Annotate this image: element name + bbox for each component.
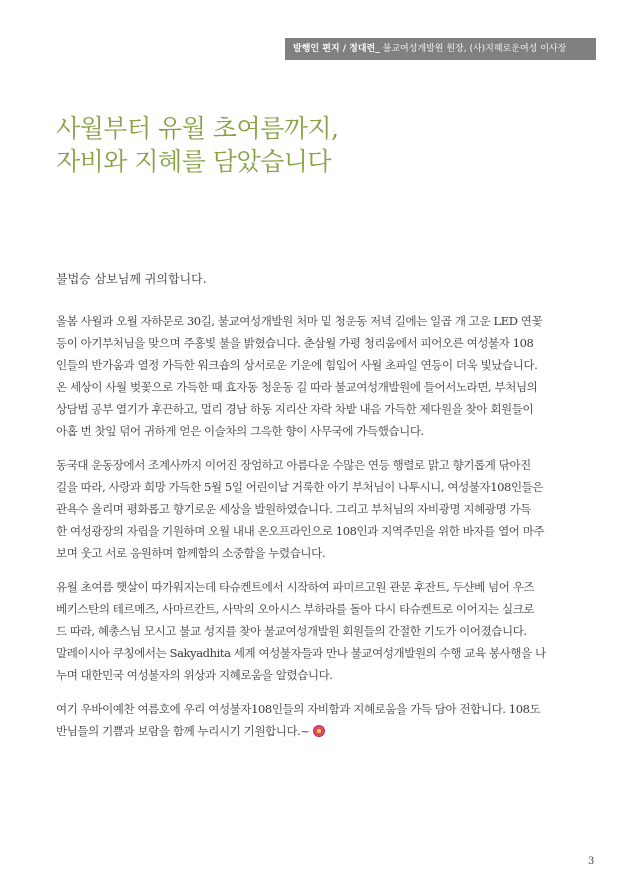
closing-text: 반님들의 기쁨과 보람을 함께 누리시기 기원합니다.~ — [56, 724, 310, 738]
text-line: 말레이시아 쿠칭에서는 Sakyadhita 세계 여성불자들과 만나 불교여성개발원의 수행 교육 봉사행을 나 — [56, 646, 546, 660]
text-line: 상담법 공부 열기가 후끈하고, 멀리 경남 하동 지리산 자락 차밭 내음 가득한 제다원을 찾아 회원들이 — [56, 402, 534, 416]
text-line: 베키스탄의 테르메즈, 사마르칸트, 사막의 오아시스 부하라를 돌아 다시 타슈켄트로 이어지는 실크로 — [56, 602, 535, 616]
text-line: 길을 따라, 사랑과 희망 가득한 5월 5일 어린이날 거룩한 아기 부처님이 나투시니, 여성불자108인들은 — [56, 480, 544, 494]
paragraph-4 — [56, 698, 598, 742]
header-bar — [285, 38, 596, 60]
paragraph-2 — [56, 454, 598, 564]
header-author-title: 불교여성개발원 원장, (사)지혜로운여성 이사장 — [382, 44, 567, 54]
greeting: 불법승 삼보님께 귀의합니다. — [56, 272, 207, 286]
text-line: 등이 아기부처님을 맞으며 주홍빛 불을 밝혔습니다. 춘삼월 가평 청리움에서 피어오른 여성불자 108 — [56, 336, 534, 350]
text-line: 유월 초여름 햇살이 따가워지는데 타슈켄트에서 시작하여 파미르고원 관문 후잔트, 두샨베 넘어 우즈 — [56, 580, 535, 594]
flower-icon — [313, 725, 325, 737]
text-line: 올봄 사월과 오월 자하문로 30길, 불교여성개발원 처마 밑 청운동 저녁 길에는 일곱 개 고운 LED 연꽃 — [56, 314, 543, 328]
text-line: 온 세상이 사월 벚꽃으로 가득한 때 효자동 청운동 길 따라 불교여성개발원에 들어서노라면, 부처님의 — [56, 380, 538, 394]
text-line: 관욕수 올리며 평화롭고 향기로운 세상을 발원하였습니다. 그리고 부처님의 자비광명 지혜광명 가득 — [56, 502, 531, 516]
text-line: 동국대 운동장에서 조계사까지 이어진 장엄하고 아름다운 수많은 연등 행렬로 맑고 향기롭게 닦아진 — [56, 458, 531, 472]
page-number: 3 — [588, 856, 595, 867]
article-body — [56, 310, 598, 754]
article-title — [56, 112, 576, 178]
header-author-label: 발행인 편지 / 정대련_ — [293, 44, 380, 54]
text-line: 인들의 반가움과 열정 가득한 워크숍의 상서로운 기운에 힘입어 사월 초파일 연등이 더욱 빛났습니다. — [56, 358, 538, 372]
text-line: 드 따라, 혜총스님 모시고 불교 성지를 찾아 불교여성개발원 회원들의 간절한 기도가 이어졌습니다. — [56, 624, 527, 638]
text-line: 한 여성광장의 자립을 기원하며 오월 내내 온오프라인으로 108인과 지역주민을 위한 바자를 열어 마주 — [56, 524, 545, 538]
article-title-line-1: 사월부터 유월 초여름까지, — [56, 114, 339, 143]
closing-line — [56, 720, 598, 742]
paragraph-3 — [56, 576, 598, 686]
text-line: 누며 대한민국 여성불자의 위상과 지혜로움을 알렸습니다. — [56, 668, 333, 682]
text-line: 여기 우바이예찬 여름호에 우리 여성불자108인들의 자비함과 지혜로움을 가득 담아 전합니다. 108도 — [56, 702, 541, 716]
text-line: 보며 웃고 서로 응원하며 함께함의 소중함을 누렸습니다. — [56, 546, 326, 560]
paragraph-1 — [56, 310, 598, 442]
article-title-line-2: 자비와 지혜를 담았습니다 — [56, 147, 332, 176]
text-line: 아홉 번 찻잎 덖어 귀하게 얻은 이슬차의 그윽한 향이 사무국에 가득했습니다. — [56, 424, 424, 438]
